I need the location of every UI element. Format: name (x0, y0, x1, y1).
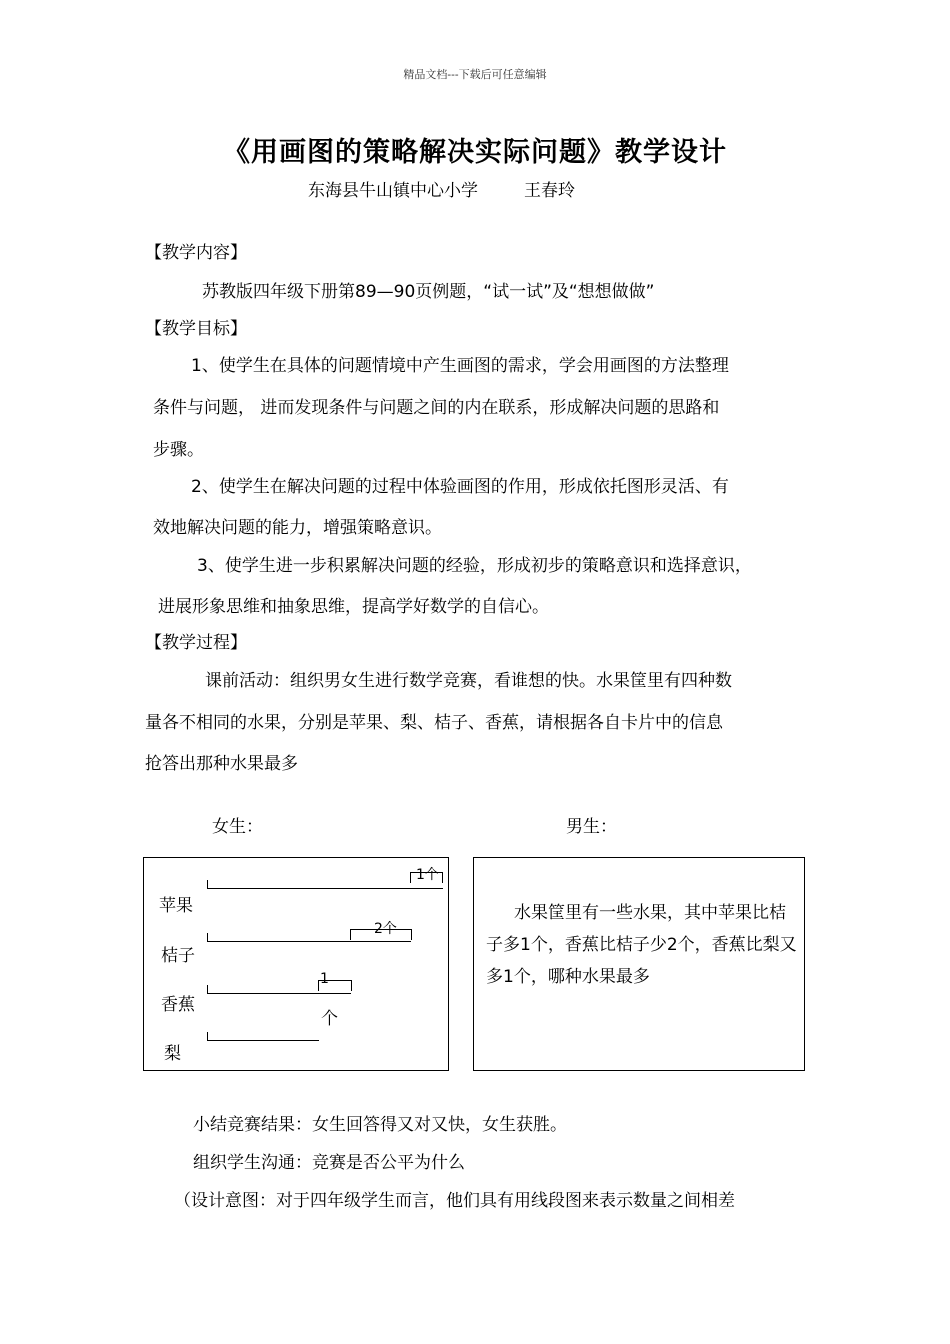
goal-2-line-1: 2、使学生在解决问题的过程中体验画图的作用，形成依托图形灵活、有 (191, 477, 729, 497)
fruit-label-orange: 桔子 (161, 946, 195, 966)
page-header: 精品文档---下载后可任意编辑 (403, 68, 547, 81)
boys-problem-text: 水果筐里有一些水果，其中苹果比桔子多1个，香蕉比桔子少2个，香蕉比梨又多1个，哪种水果最多 (486, 903, 797, 987)
fruit-label-pear: 梨 (164, 1044, 181, 1064)
summary-discuss: 组织学生沟通：竞赛是否公平为什么 (193, 1153, 465, 1173)
content-text: 苏教版四年级下册第89—90页例题，“试一试”及“想想做做” (202, 282, 655, 302)
orange-gap-label: 2个 (374, 921, 397, 937)
goal-1-line-3: 步骤。 (153, 440, 204, 460)
process-heading: 【教学过程】 (145, 633, 247, 653)
author-name: 王春玲 (524, 181, 575, 201)
page-title: 《用画图的策略解决实际问题》教学设计 (223, 137, 727, 168)
apple-segment (207, 880, 443, 889)
apple-extra-label: 1个 (416, 867, 439, 883)
girls-label: 女生： (212, 817, 263, 837)
process-line-1: 课前活动：组织男女生进行数学竞赛，看谁想的快。水果筐里有四种数 (205, 671, 732, 691)
content-heading: 【教学内容】 (145, 243, 247, 263)
goals-heading: 【教学目标】 (145, 319, 247, 339)
banana-extra-label: 1 (320, 971, 329, 987)
goal-3-line-1: 3、使学生进一步积累解决问题的经验，形成初步的策略意识和选择意识， (197, 556, 752, 576)
fruit-label-apple: 苹果 (159, 896, 193, 916)
banana-extra-unit: 个 (321, 1009, 338, 1029)
pear-segment (207, 1032, 319, 1041)
design-intent: （设计意图：对于四年级学生而言，他们具有用线段图来表示数量之间相差 (174, 1191, 735, 1211)
fruit-label-banana: 香蕉 (161, 995, 195, 1015)
school-name: 东海县牛山镇中心小学 (308, 181, 478, 201)
process-line-3: 抢答出那种水果最多 (145, 754, 298, 774)
byline (308, 176, 575, 201)
boys-label: 男生： (566, 817, 617, 837)
goal-1-line-1: 1、使学生在具体的问题情境中产生画图的需求，学会用画图的方法整理 (191, 356, 729, 376)
goal-3-line-2: 进展形象思维和抽象思维，提高学好数学的自信心。 (158, 597, 549, 617)
girls-card (143, 857, 449, 1071)
summary-result: 小结竞赛结果：女生回答得又对又快，女生获胜。 (193, 1115, 567, 1135)
goal-2-line-2: 效地解决问题的能力，增强策略意识。 (153, 518, 442, 538)
boys-card (473, 857, 805, 1071)
goal-1-line-2: 条件与问题， 进而发现条件与问题之间的内在联系，形成解决问题的思路和 (153, 398, 720, 418)
process-line-2: 量各不相同的水果，分别是苹果、梨、桔子、香蕉，请根据各自卡片中的信息 (145, 713, 723, 733)
